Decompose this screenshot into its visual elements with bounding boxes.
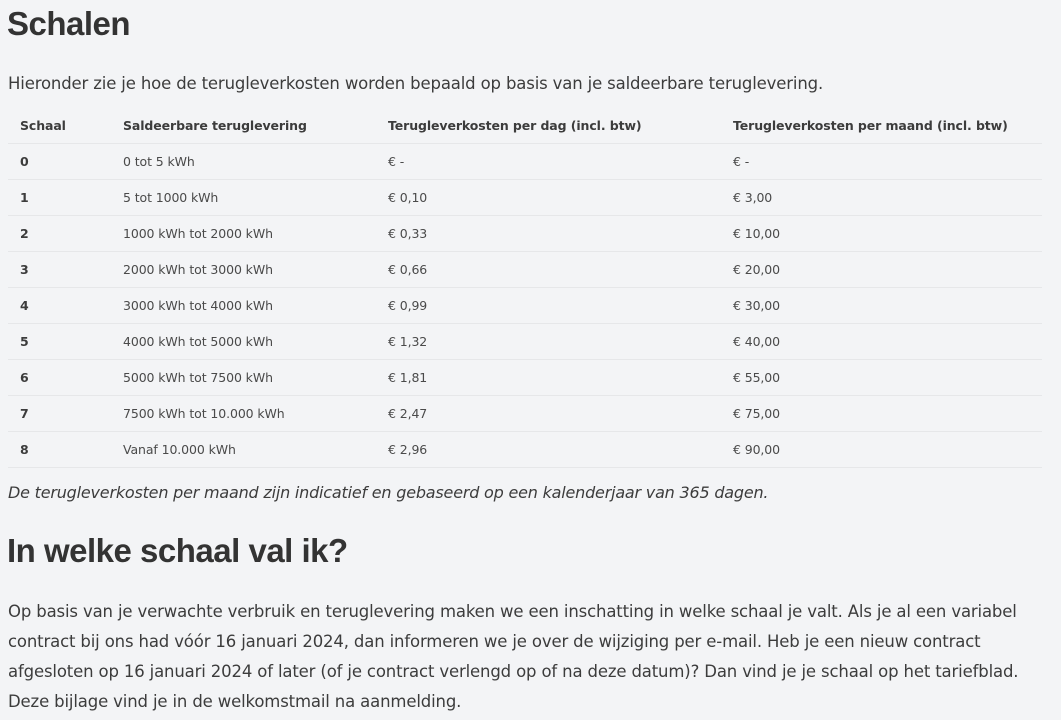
header-per-maand: Terugleverkosten per maand (incl. btw) — [721, 107, 1042, 144]
cell-schaal: 5 — [8, 324, 111, 360]
cell-per-maand: € 75,00 — [721, 396, 1042, 432]
table-row — [8, 288, 1042, 324]
cell-per-dag: € 0,99 — [376, 288, 721, 324]
cell-per-maand: € 3,00 — [721, 180, 1042, 216]
cell-per-maand: € 55,00 — [721, 360, 1042, 396]
cell-schaal: 2 — [8, 216, 111, 252]
scales-table — [8, 107, 1042, 468]
table-row — [8, 396, 1042, 432]
cell-range: 4000 kWh tot 5000 kWh — [111, 324, 376, 360]
cell-per-dag: € 1,32 — [376, 324, 721, 360]
cell-per-dag: € 0,66 — [376, 252, 721, 288]
cell-per-maand: € 10,00 — [721, 216, 1042, 252]
cell-range: 7500 kWh tot 10.000 kWh — [111, 396, 376, 432]
cell-per-dag: € 2,96 — [376, 432, 721, 468]
table-row — [8, 180, 1042, 216]
table-row — [8, 252, 1042, 288]
header-saldeerbare-teruglevering: Saldeerbare teruglevering — [111, 107, 376, 144]
table-row — [8, 360, 1042, 396]
cell-per-dag: € - — [376, 144, 721, 180]
cell-schaal: 3 — [8, 252, 111, 288]
cell-schaal: 7 — [8, 396, 111, 432]
table-row — [8, 216, 1042, 252]
cell-range: Vanaf 10.000 kWh — [111, 432, 376, 468]
cell-schaal: 6 — [8, 360, 111, 396]
cell-per-maand: € 30,00 — [721, 288, 1042, 324]
cell-range: 3000 kWh tot 4000 kWh — [111, 288, 376, 324]
cell-range: 5000 kWh tot 7500 kWh — [111, 360, 376, 396]
heading-schalen: Schalen — [7, 5, 131, 42]
cell-per-dag: € 1,81 — [376, 360, 721, 396]
cell-range: 2000 kWh tot 3000 kWh — [111, 252, 376, 288]
cell-range: 5 tot 1000 kWh — [111, 180, 376, 216]
cell-per-maand: € - — [721, 144, 1042, 180]
cell-per-maand: € 40,00 — [721, 324, 1042, 360]
cell-per-dag: € 2,47 — [376, 396, 721, 432]
header-schaal: Schaal — [8, 107, 111, 144]
cell-per-maand: € 90,00 — [721, 432, 1042, 468]
header-per-dag: Terugleverkosten per dag (incl. btw) — [376, 107, 721, 144]
cell-range: 0 tot 5 kWh — [111, 144, 376, 180]
cell-per-dag: € 0,33 — [376, 216, 721, 252]
cell-schaal: 1 — [8, 180, 111, 216]
table-header-row — [8, 107, 1042, 144]
table-row — [8, 144, 1042, 180]
cell-per-dag: € 0,10 — [376, 180, 721, 216]
cell-range: 1000 kWh tot 2000 kWh — [111, 216, 376, 252]
table-footnote: De terugleverkosten per maand zijn indicatief en gebaseerd op een kalenderjaar van 365 dagen. — [8, 483, 769, 502]
intro-paragraph: Hieronder zie je hoe de terugleverkosten worden bepaald op basis van je saldeerbare teruglevering. — [8, 74, 824, 93]
cell-schaal: 4 — [8, 288, 111, 324]
table-row — [8, 324, 1042, 360]
explanation-paragraph: Op basis van je verwachte verbruik en teruglevering maken we een inschatting in welke schaal je valt. Als je al een variabel contract bij ons had vóór 16 januari 2024, dan informeren we je over de wijziging per e-mail. Heb je een nieuw contract afgesloten op 16 januari 2024 of later (of je contract verlengd op of na deze datum)? Dan vind je je schaal op het tariefblad. Deze bijlage vind je in de welkomstmail na aanmelding. — [8, 602, 1019, 711]
table-row — [8, 432, 1042, 468]
cell-schaal: 0 — [8, 144, 111, 180]
cell-schaal: 8 — [8, 432, 111, 468]
heading-in-welke-schaal: In welke schaal val ik? — [7, 532, 348, 569]
cell-per-maand: € 20,00 — [721, 252, 1042, 288]
